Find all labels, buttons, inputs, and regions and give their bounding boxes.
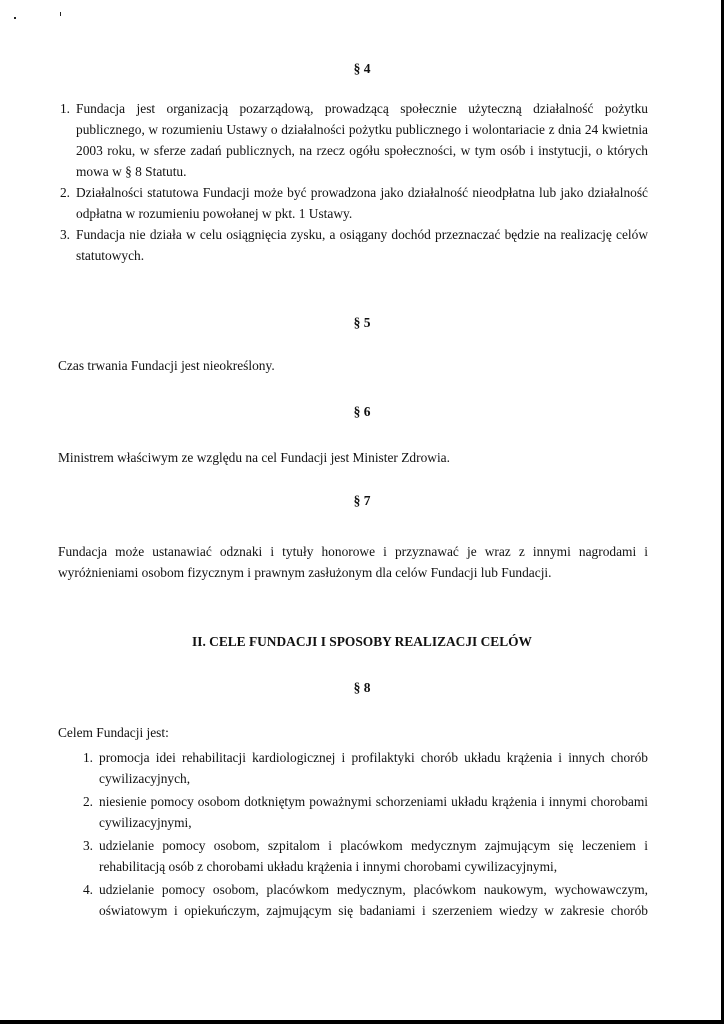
section-7-text: Fundacja może ustanawiać odznaki i tytuły honorowe i przyznawać je wraz z innymi nagrodami i wyróżnieniami osobom fizycznym i prawnym zasłużonym dla celów Fundacji lub Fundacji.	[58, 544, 648, 580]
section-8-heading: § 8	[353, 680, 371, 695]
list-item	[82, 747, 648, 789]
list-item	[59, 182, 648, 224]
chapter-title: II. CELE FUNDACJI I SPOSOBY REALIZACJI CELÓW	[192, 634, 532, 649]
list-item-text: Fundacja nie działa w celu osiągnięcia zysku, a osiągany dochód przeznaczać będzie na realizację celów statutowych.	[76, 227, 648, 263]
list-item	[59, 98, 648, 182]
list-item-number: 3.	[82, 838, 93, 853]
list-item-number: 1.	[82, 750, 93, 765]
list-item	[59, 224, 648, 266]
section-4-list	[59, 98, 648, 266]
scan-speck	[14, 17, 16, 19]
list-item-text: niesienie pomocy osobom dotkniętym poważnymi schorzeniami układu krążenia i innymi chorobami cywilizacyjnymi,	[99, 794, 648, 830]
list-item-text: udzielanie pomocy osobom, szpitalom i placówkom medycznym zajmującym się leczeniem i rehabilitacją osób z chorobami układu krążenia i innymi chorobami cywilizacyjnymi,	[99, 838, 648, 874]
section-4-heading: § 4	[353, 61, 371, 76]
section-7-heading: § 7	[353, 493, 371, 508]
list-item-number: 4.	[82, 882, 93, 897]
list-item-text: Fundacja jest organizacją pozarządową, prowadzącą społecznie użyteczną działalność pożytku publicznego, w rozumieniu Ustawy o działalności pożytku publicznego i wolontariacie z dnia 24 kwietnia 2003 roku, w sferze zadań publicznych, na rzecz ogółu społeczności, w tym osób i instytucji, o których mowa w § 8 Statutu.	[76, 101, 648, 179]
section-5-heading: § 5	[353, 315, 371, 330]
list-item	[82, 879, 648, 921]
list-item-number: 2.	[82, 794, 93, 809]
list-item-text: promocja idei rehabilitacji kardiologicznej i profilaktyki chorób układu krążenia i innych chorób cywilizacyjnych,	[99, 750, 648, 786]
section-6-heading: § 6	[353, 404, 371, 419]
list-item-text: udzielanie pomocy osobom, placówkom medycznym, placówkom naukowym, wychowawczym,	[99, 882, 648, 897]
list-item-text: Działalności statutowa Fundacji może być prowadzona jako działalność nieodpłatna lub jako działalność odpłatna w rozumieniu powołanej w pkt. 1 Ustawy.	[76, 185, 648, 221]
list-item	[82, 791, 648, 833]
section-8-intro: Celem Fundacji jest:	[58, 725, 169, 740]
list-item-text: oświatowym i opiekuńczym, zajmującym się badaniami i szerzeniem wiedzy w zakresie chorób	[99, 903, 648, 918]
list-item-number: 3.	[59, 227, 70, 242]
section-8-list	[82, 747, 648, 921]
list-item	[82, 835, 648, 877]
list-item-number: 2.	[59, 185, 70, 200]
section-5-text: Czas trwania Fundacji jest nieokreślony.	[58, 358, 275, 373]
section-6-text: Ministrem właściwym ze względu na cel Fundacji jest Minister Zdrowia.	[58, 450, 450, 465]
scan-speck	[60, 12, 61, 16]
scan-border-bottom	[0, 1020, 724, 1024]
list-item-number: 1.	[59, 101, 70, 116]
